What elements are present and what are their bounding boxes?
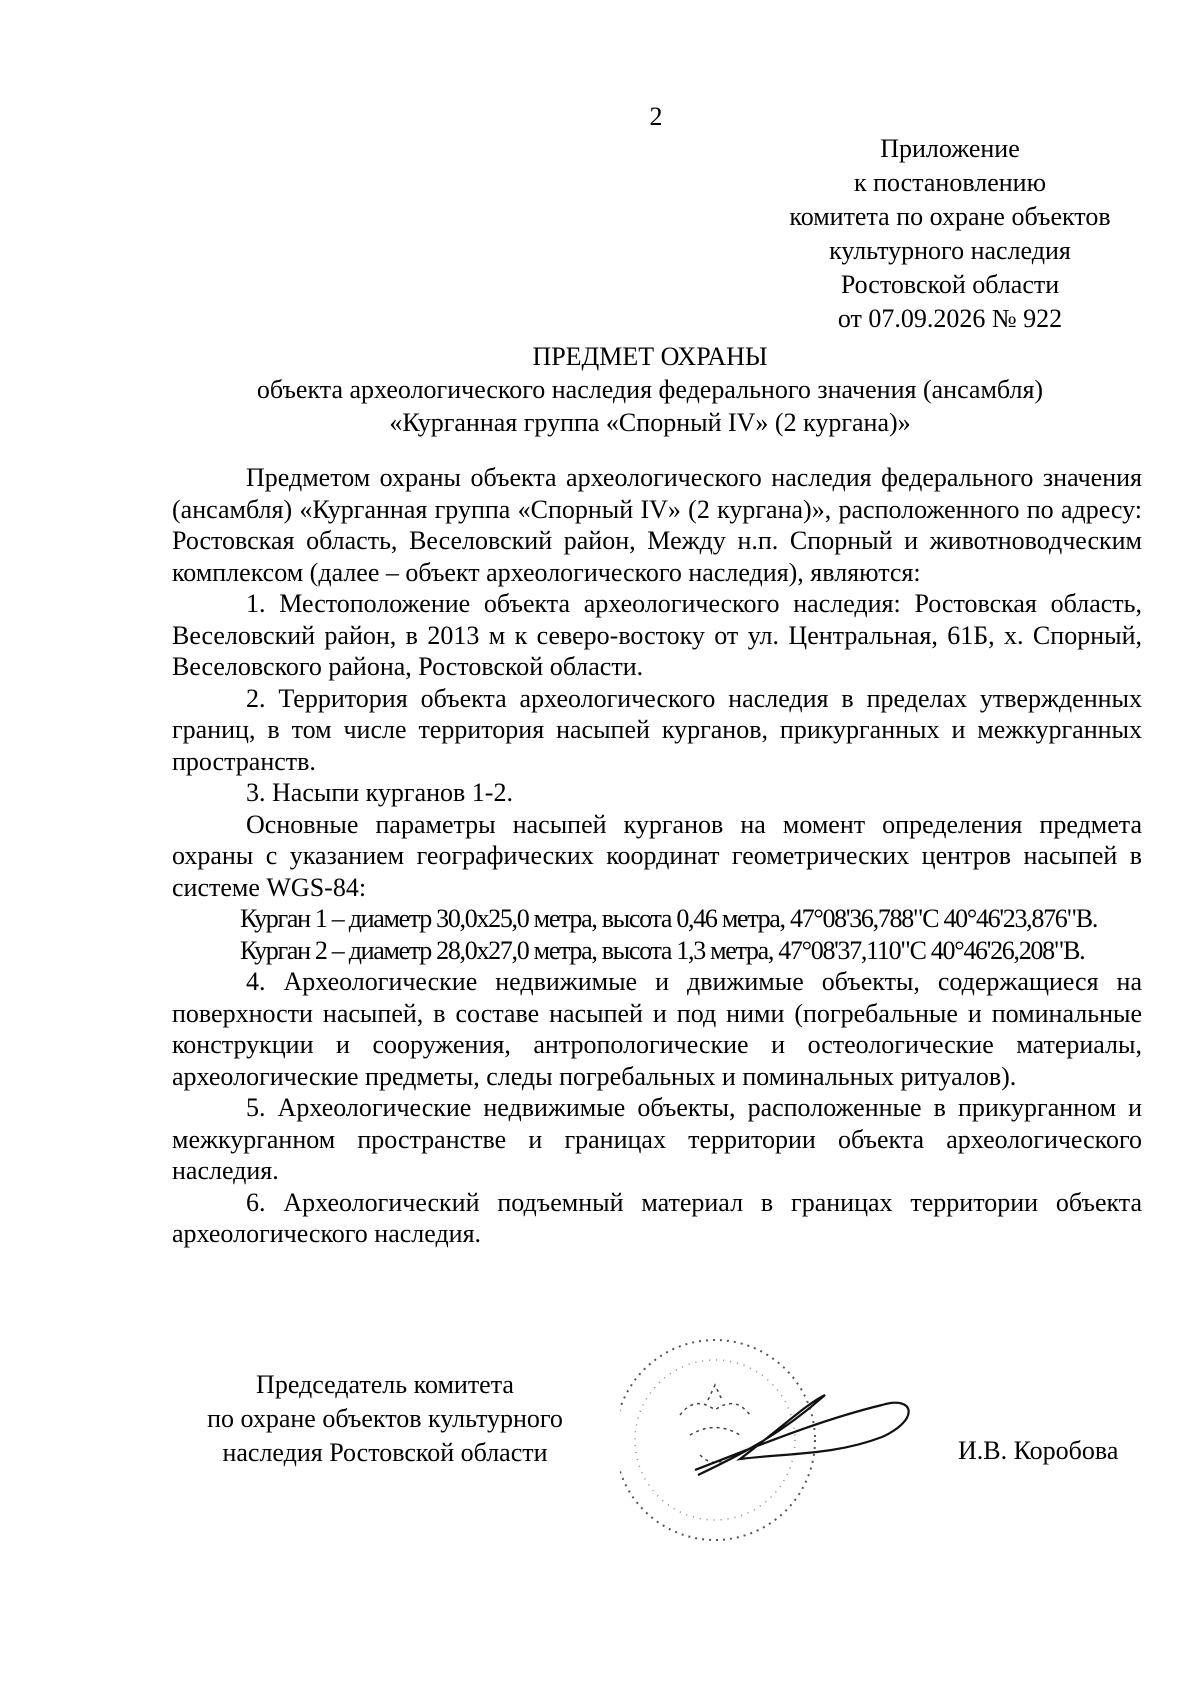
appendix-line: Ростовской области — [840, 270, 1060, 299]
kurgan-1-coordinates: Курган 1 – диаметр 30,0х25,0 метра, высота 0,46 метра, 47°08'36,788"С 40°46'23,876"В. — [240, 904, 1098, 933]
intro-paragraph: Предметом охраны объекта археологического наследия федерального значения (ансамбля) «Курганная группа «Спорный IV» (2 кургана)», расположенного по адресу: Ростовская область, Веселовский район, Между н.п. Спорный и животноводческим комплексом (далее – объект археологического наследия), являются: — [172, 463, 1142, 587]
signer-position-line: Председатель комитета — [256, 1370, 514, 1399]
item-2: 2. Территория объекта археологического наследия в пределах утвержденных границ, в том числе территория насыпей курганов, прикурганных и межкурганных пространств. — [172, 683, 1142, 776]
item-3: 3. Насыпи курганов 1-2. — [246, 778, 513, 807]
appendix-line: комитета по охране объектов — [789, 202, 1111, 231]
params-paragraph: Основные параметры насыпей курганов на момент определения предмета охраны с указанием географических координат геометрических центров насыпей в системе WGS-84: — [172, 809, 1142, 902]
document-body — [172, 462, 1142, 1250]
appendix-line: культурного наследия — [829, 236, 1071, 265]
kurgan-2-coordinates: Курган 2 – диаметр 28,0х27,0 метра, высота 1,3 метра, 47°08'37,110"С 40°46'26,208"В. — [240, 935, 1085, 965]
item-1: 1. Местоположение объекта археологического наследия: Ростовская область, Веселовский район, в 2013 м к северо-востоку от ул. Центральная, 61Б, х. Спорный, Веселовского района, Ростовской области. — [172, 589, 1142, 681]
signer-position-line: по охране объектов культурного — [207, 1404, 563, 1433]
item-6: 6. Археологический подъемный материал в границах территории объекта археологического наследия. — [172, 1187, 1142, 1248]
title-line: «Курганная группа «Спорный IV» (2 кургана)» — [389, 408, 911, 437]
title-line: объекта археологического наследия федерального значения (ансамбля) — [256, 375, 1044, 404]
signer-position-line: наследия Ростовской области — [222, 1438, 548, 1467]
signer-position — [170, 1368, 600, 1470]
document-title — [160, 340, 1140, 439]
appendix-header — [700, 132, 1200, 336]
appendix-line: от 07.09.2026 № 922 — [837, 304, 1063, 333]
title-main: ПРЕДМЕТ ОХРАНЫ — [532, 342, 768, 371]
item-5: 5. Археологические недвижимые объекты, расположенные в прикурганном и межкурганном пространстве и границах территории объекта археологического наследия. — [172, 1093, 1142, 1185]
appendix-line: Приложение — [880, 134, 1020, 163]
page-number: 2 — [649, 102, 663, 131]
seal-and-signature-icon — [620, 1325, 940, 1555]
item-4: 4. Археологические недвижимые и движимые объекты, содержащиеся на поверхности насыпей, в составе насыпей и под ними (погребальные и поминальные конструкции и сооружения, антропологические и остеологические материалы, археологические предметы, следы погребальных и поминальных ритуалов). — [172, 967, 1142, 1091]
signer-name: И.В. Коробова — [958, 1436, 1119, 1465]
appendix-line: к постановлению — [853, 168, 1047, 197]
